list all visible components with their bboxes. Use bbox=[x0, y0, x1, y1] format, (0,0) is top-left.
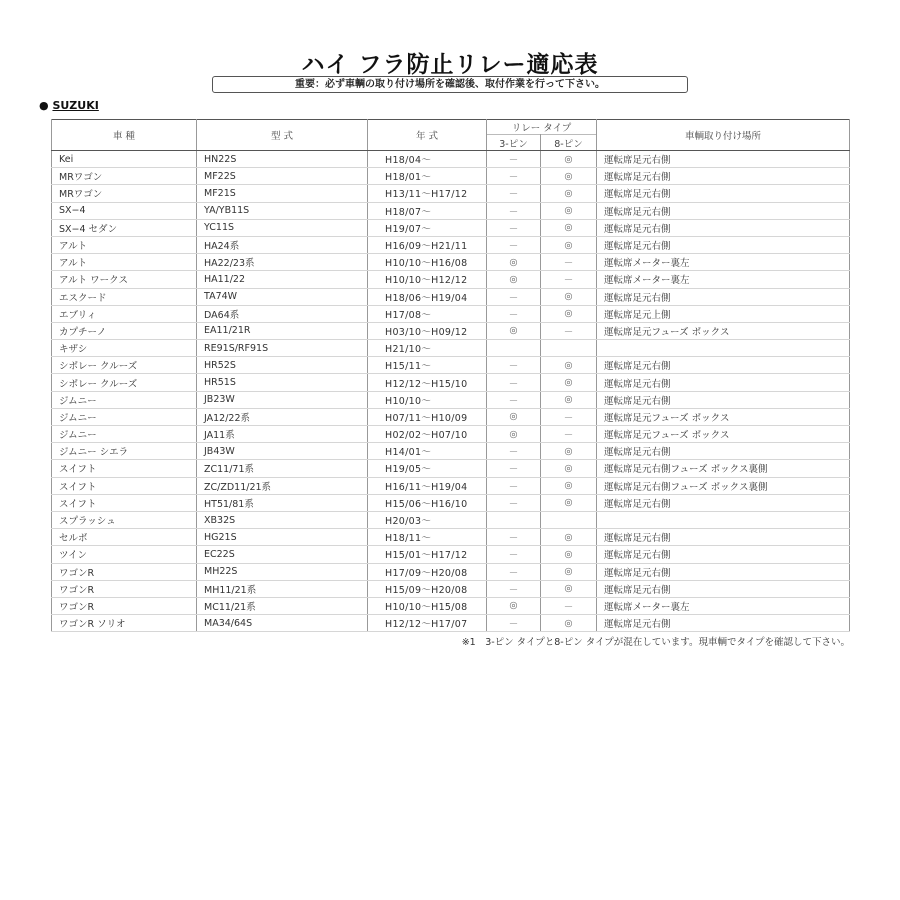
column-header-relay-type: リレー タイプ bbox=[487, 120, 597, 135]
cell-location: 運転席足元右側 bbox=[597, 374, 850, 391]
cell-location: 運転席足元右側フューズ ボックス裏側 bbox=[597, 477, 850, 494]
cell-type-code: HN22S bbox=[197, 151, 368, 168]
column-header-year: 年 式 bbox=[368, 120, 487, 151]
cell-year: H10/10～H15/08 bbox=[368, 597, 487, 614]
cell-type-code: HA24系 bbox=[197, 236, 368, 253]
cell-3pin: － bbox=[487, 391, 541, 408]
cell-location: 運転席足元右側 bbox=[597, 357, 850, 374]
cell-8pin: ◎ bbox=[541, 529, 597, 546]
cell-model: ワゴンR ソリオ bbox=[52, 615, 197, 632]
cell-type-code: HR52S bbox=[197, 357, 368, 374]
cell-type-code: JB23W bbox=[197, 391, 368, 408]
cell-type-code: EC22S bbox=[197, 546, 368, 563]
table-row bbox=[52, 563, 850, 580]
cell-year: H18/07～ bbox=[368, 202, 487, 219]
relay-compatibility-table bbox=[51, 119, 850, 632]
table-row bbox=[52, 185, 850, 202]
cell-year: H21/10～ bbox=[368, 340, 487, 357]
cell-model: MRワゴン bbox=[52, 185, 197, 202]
cell-year: H16/09～H21/11 bbox=[368, 236, 487, 253]
cell-location: 運転席足元右側 bbox=[597, 546, 850, 563]
cell-location: 運転席足元右側 bbox=[597, 563, 850, 580]
cell-model: スイフト bbox=[52, 494, 197, 511]
table-row bbox=[52, 546, 850, 563]
cell-type-code: MH11/21系 bbox=[197, 580, 368, 597]
cell-8pin: ◎ bbox=[541, 357, 597, 374]
cell-3pin: － bbox=[487, 357, 541, 374]
cell-model: SX−4 bbox=[52, 202, 197, 219]
brand-name: SUZUKI bbox=[52, 99, 99, 112]
cell-3pin bbox=[487, 340, 541, 357]
table-row bbox=[52, 322, 850, 339]
table-row bbox=[52, 443, 850, 460]
cell-type-code: HT51/81系 bbox=[197, 494, 368, 511]
cell-year: H07/11～H10/09 bbox=[368, 408, 487, 425]
table-row bbox=[52, 477, 850, 494]
cell-model: MRワゴン bbox=[52, 168, 197, 185]
cell-location: 運転席足元右側 bbox=[597, 391, 850, 408]
cell-3pin bbox=[487, 511, 541, 528]
cell-year: H02/02～H07/10 bbox=[368, 426, 487, 443]
cell-type-code: JA11系 bbox=[197, 426, 368, 443]
cell-location: 運転席足元フューズ ボックス bbox=[597, 408, 850, 425]
cell-location: 運転席メーター裏左 bbox=[597, 254, 850, 271]
table-row bbox=[52, 340, 850, 357]
cell-3pin: － bbox=[487, 580, 541, 597]
cell-model: シボレー クルーズ bbox=[52, 357, 197, 374]
cell-type-code: MA34/64S bbox=[197, 615, 368, 632]
cell-3pin: ◎ bbox=[487, 271, 541, 288]
cell-type-code: DA64系 bbox=[197, 305, 368, 322]
table-row bbox=[52, 511, 850, 528]
cell-type-code: MC11/21系 bbox=[197, 597, 368, 614]
column-header-8pin: 8-ピン bbox=[541, 135, 597, 151]
cell-8pin: ◎ bbox=[541, 374, 597, 391]
cell-8pin: ◎ bbox=[541, 391, 597, 408]
cell-year: H14/01～ bbox=[368, 443, 487, 460]
brand-heading bbox=[39, 99, 99, 112]
cell-8pin bbox=[541, 340, 597, 357]
cell-3pin: － bbox=[487, 529, 541, 546]
cell-model: シボレー クルーズ bbox=[52, 374, 197, 391]
table-row bbox=[52, 305, 850, 322]
table-row bbox=[52, 391, 850, 408]
table-row bbox=[52, 408, 850, 425]
column-header-3pin: 3-ピン bbox=[487, 135, 541, 151]
cell-location: 運転席足元上側 bbox=[597, 305, 850, 322]
cell-location: 運転席足元フューズ ボックス bbox=[597, 322, 850, 339]
cell-year: H03/10～H09/12 bbox=[368, 322, 487, 339]
cell-3pin: － bbox=[487, 374, 541, 391]
cell-type-code: TA74W bbox=[197, 288, 368, 305]
table-row bbox=[52, 426, 850, 443]
cell-3pin: － bbox=[487, 219, 541, 236]
cell-year: H15/06～H16/10 bbox=[368, 494, 487, 511]
cell-type-code: RE91S/RF91S bbox=[197, 340, 368, 357]
cell-8pin: － bbox=[541, 408, 597, 425]
cell-model: ワゴンR bbox=[52, 563, 197, 580]
cell-3pin: － bbox=[487, 477, 541, 494]
cell-3pin: － bbox=[487, 460, 541, 477]
cell-location: 運転席足元右側 bbox=[597, 494, 850, 511]
table-row bbox=[52, 254, 850, 271]
cell-8pin: ◎ bbox=[541, 443, 597, 460]
table-row bbox=[52, 219, 850, 236]
cell-8pin: ◎ bbox=[541, 580, 597, 597]
cell-location: 運転席足元右側 bbox=[597, 443, 850, 460]
cell-location: 運転席足元右側 bbox=[597, 288, 850, 305]
cell-model: アルト bbox=[52, 236, 197, 253]
important-notice: 重要：必ず車輌の取り付け場所を確認後、取付作業を行って下さい。 bbox=[212, 76, 688, 93]
cell-location: 運転席メーター裏左 bbox=[597, 597, 850, 614]
table-row bbox=[52, 151, 850, 168]
table-row bbox=[52, 288, 850, 305]
cell-3pin: － bbox=[487, 185, 541, 202]
cell-3pin: － bbox=[487, 151, 541, 168]
cell-8pin: ◎ bbox=[541, 546, 597, 563]
cell-8pin: ◎ bbox=[541, 202, 597, 219]
cell-8pin: ◎ bbox=[541, 288, 597, 305]
table-row bbox=[52, 236, 850, 253]
table-row bbox=[52, 494, 850, 511]
cell-year: H12/12～H17/07 bbox=[368, 615, 487, 632]
cell-model: スイフト bbox=[52, 477, 197, 494]
cell-location: 運転席足元右側 bbox=[597, 615, 850, 632]
cell-3pin: ◎ bbox=[487, 322, 541, 339]
cell-year: H18/01～ bbox=[368, 168, 487, 185]
cell-location: 運転席足元右側フューズ ボックス裏側 bbox=[597, 460, 850, 477]
cell-8pin: ◎ bbox=[541, 494, 597, 511]
cell-type-code: YC11S bbox=[197, 219, 368, 236]
cell-year: H10/10～ bbox=[368, 391, 487, 408]
footnote: ※1 3-ピン タイプと8-ピン タイプが混在しています。現車輌でタイプを確認して下さい。 bbox=[461, 637, 850, 648]
cell-type-code: JA12/22系 bbox=[197, 408, 368, 425]
cell-location: 運転席足元右側 bbox=[597, 202, 850, 219]
table-row bbox=[52, 580, 850, 597]
cell-type-code: HR51S bbox=[197, 374, 368, 391]
cell-8pin: － bbox=[541, 426, 597, 443]
cell-year: H17/08～ bbox=[368, 305, 487, 322]
cell-model: スイフト bbox=[52, 460, 197, 477]
cell-8pin: － bbox=[541, 254, 597, 271]
cell-model: カプチーノ bbox=[52, 322, 197, 339]
cell-year: H15/09～H20/08 bbox=[368, 580, 487, 597]
table-row bbox=[52, 202, 850, 219]
cell-8pin bbox=[541, 511, 597, 528]
cell-model: ジムニー bbox=[52, 391, 197, 408]
cell-year: H10/10～H16/08 bbox=[368, 254, 487, 271]
cell-3pin: － bbox=[487, 236, 541, 253]
cell-8pin: ◎ bbox=[541, 460, 597, 477]
cell-model: ジムニー bbox=[52, 426, 197, 443]
cell-model: セルボ bbox=[52, 529, 197, 546]
cell-model: エスクード bbox=[52, 288, 197, 305]
cell-year: H18/04～ bbox=[368, 151, 487, 168]
cell-8pin: ◎ bbox=[541, 563, 597, 580]
cell-year: H18/11～ bbox=[368, 529, 487, 546]
cell-3pin: － bbox=[487, 443, 541, 460]
cell-location: 運転席足元右側 bbox=[597, 185, 850, 202]
cell-3pin: － bbox=[487, 494, 541, 511]
table-row bbox=[52, 271, 850, 288]
cell-type-code: XB32S bbox=[197, 511, 368, 528]
table-body bbox=[52, 151, 850, 632]
cell-8pin: ◎ bbox=[541, 151, 597, 168]
cell-model: ジムニー bbox=[52, 408, 197, 425]
cell-3pin: ◎ bbox=[487, 597, 541, 614]
cell-type-code: ZC/ZD11/21系 bbox=[197, 477, 368, 494]
cell-model: アルト bbox=[52, 254, 197, 271]
cell-3pin: ◎ bbox=[487, 254, 541, 271]
cell-year: H10/10～H12/12 bbox=[368, 271, 487, 288]
cell-year: H15/01～H17/12 bbox=[368, 546, 487, 563]
table-row bbox=[52, 168, 850, 185]
cell-location bbox=[597, 340, 850, 357]
cell-type-code: HA11/22 bbox=[197, 271, 368, 288]
table-row bbox=[52, 357, 850, 374]
bullet-icon: ● bbox=[39, 99, 49, 112]
cell-model: エブリィ bbox=[52, 305, 197, 322]
cell-3pin: － bbox=[487, 202, 541, 219]
cell-location bbox=[597, 511, 850, 528]
column-header-type-code: 型 式 bbox=[197, 120, 368, 151]
cell-location: 運転席足元右側 bbox=[597, 168, 850, 185]
cell-model: ジムニー シエラ bbox=[52, 443, 197, 460]
cell-type-code: HG21S bbox=[197, 529, 368, 546]
cell-8pin: ◎ bbox=[541, 168, 597, 185]
cell-model: キザシ bbox=[52, 340, 197, 357]
cell-8pin: ◎ bbox=[541, 236, 597, 253]
table-row bbox=[52, 615, 850, 632]
cell-8pin: ◎ bbox=[541, 305, 597, 322]
cell-year: H19/05～ bbox=[368, 460, 487, 477]
cell-year: H15/11～ bbox=[368, 357, 487, 374]
cell-model: ツイン bbox=[52, 546, 197, 563]
cell-location: 運転席足元右側 bbox=[597, 580, 850, 597]
table-row bbox=[52, 460, 850, 477]
cell-type-code: YA/YB11S bbox=[197, 202, 368, 219]
cell-model: アルト ワークス bbox=[52, 271, 197, 288]
cell-type-code: EA11/21R bbox=[197, 322, 368, 339]
table-row bbox=[52, 529, 850, 546]
cell-year: H18/06～H19/04 bbox=[368, 288, 487, 305]
cell-8pin: ◎ bbox=[541, 185, 597, 202]
cell-type-code: ZC11/71系 bbox=[197, 460, 368, 477]
cell-3pin: － bbox=[487, 168, 541, 185]
cell-3pin: － bbox=[487, 615, 541, 632]
cell-model: ワゴンR bbox=[52, 580, 197, 597]
cell-model: Kei bbox=[52, 151, 197, 168]
cell-year: H13/11～H17/12 bbox=[368, 185, 487, 202]
cell-8pin: － bbox=[541, 322, 597, 339]
cell-3pin: ◎ bbox=[487, 426, 541, 443]
cell-location: 運転席足元右側 bbox=[597, 219, 850, 236]
cell-location: 運転席足元右側 bbox=[597, 151, 850, 168]
cell-location: 運転席メーター裏左 bbox=[597, 271, 850, 288]
cell-3pin: － bbox=[487, 563, 541, 580]
cell-type-code: MH22S bbox=[197, 563, 368, 580]
cell-location: 運転席足元右側 bbox=[597, 236, 850, 253]
cell-model: ワゴンR bbox=[52, 597, 197, 614]
cell-location: 運転席足元フューズ ボックス bbox=[597, 426, 850, 443]
column-header-location: 車輌取り付け場所 bbox=[597, 120, 850, 151]
page-title: ハイ フラ防止リレー適応表 bbox=[301, 52, 599, 78]
table-row bbox=[52, 374, 850, 391]
cell-3pin: － bbox=[487, 288, 541, 305]
cell-type-code: JB43W bbox=[197, 443, 368, 460]
cell-year: H12/12～H15/10 bbox=[368, 374, 487, 391]
cell-3pin: － bbox=[487, 546, 541, 563]
cell-type-code: MF22S bbox=[197, 168, 368, 185]
cell-3pin: ◎ bbox=[487, 408, 541, 425]
cell-8pin: ◎ bbox=[541, 615, 597, 632]
cell-location: 運転席足元右側 bbox=[597, 529, 850, 546]
cell-model: SX−4 セダン bbox=[52, 219, 197, 236]
cell-year: H16/11～H19/04 bbox=[368, 477, 487, 494]
cell-year: H17/09～H20/08 bbox=[368, 563, 487, 580]
table-row bbox=[52, 597, 850, 614]
cell-8pin: ◎ bbox=[541, 477, 597, 494]
cell-model: スプラッシュ bbox=[52, 511, 197, 528]
cell-type-code: HA22/23系 bbox=[197, 254, 368, 271]
cell-8pin: － bbox=[541, 597, 597, 614]
cell-8pin: ◎ bbox=[541, 219, 597, 236]
cell-year: H20/03～ bbox=[368, 511, 487, 528]
column-header-model: 車 種 bbox=[52, 120, 197, 151]
cell-year: H19/07～ bbox=[368, 219, 487, 236]
cell-3pin: － bbox=[487, 305, 541, 322]
cell-8pin: － bbox=[541, 271, 597, 288]
cell-type-code: MF21S bbox=[197, 185, 368, 202]
